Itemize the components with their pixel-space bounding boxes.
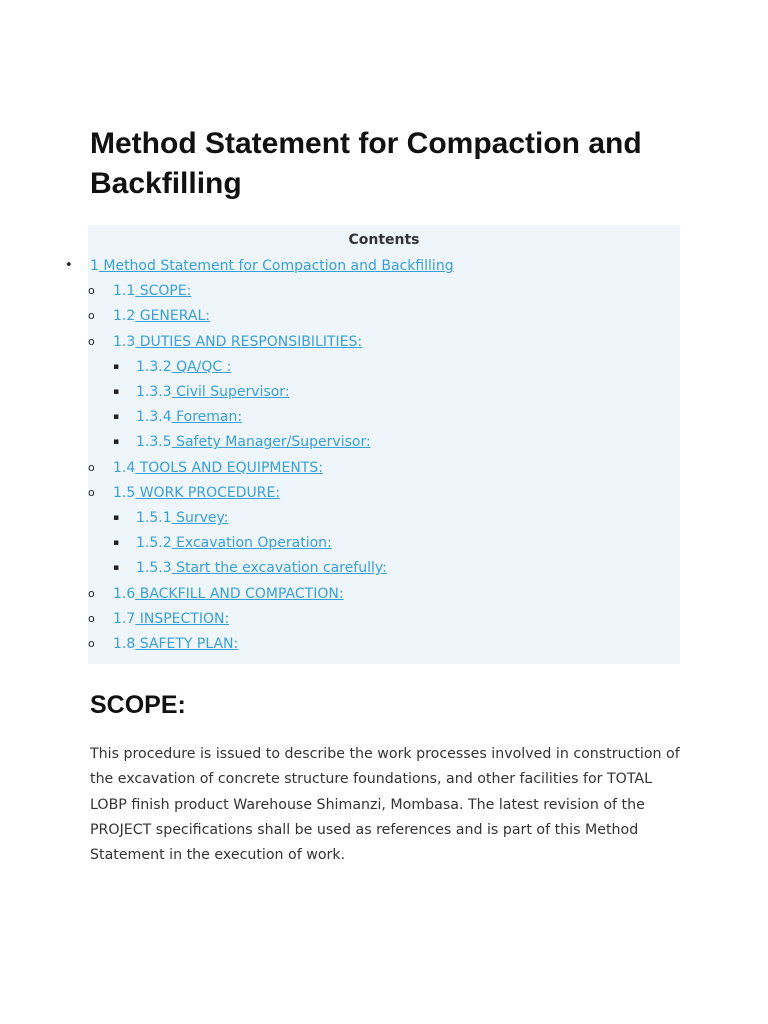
bullet-square-icon: ▪ [113,361,120,372]
toc-link[interactable] [136,535,332,551]
toc-heading: Contents [348,232,420,248]
toc-link-label: DUTIES AND RESPONSIBILITIES: [135,333,363,350]
bullet-circle-icon: o [88,586,95,600]
toc-link-number: 1.3 [113,333,136,350]
toc-link[interactable] [136,510,228,526]
toc-item [113,558,387,578]
toc-link-number: 1.5.1 [136,510,172,526]
scope-heading: SCOPE: [90,691,186,719]
toc-link-number: 1.6 [113,585,136,602]
toc-link-number: 1.2 [113,308,136,325]
toc-link-number: 1.4 [113,459,136,476]
toc-link[interactable] [113,334,362,350]
toc-item [113,407,243,427]
toc-item [88,483,281,503]
bullet-circle-icon: o [88,611,95,625]
toc-link-number: 1.1 [113,283,136,300]
toc-link-label: Safety Manager/Supervisor: [171,434,371,451]
toc-link-number: 1.3.3 [136,384,172,400]
toc-link-label: QA/QC : [171,358,232,375]
toc-link-label: GENERAL: [135,308,210,325]
toc-link-number: 1.5.2 [136,535,172,552]
bullet-square-icon: ▪ [113,538,120,549]
bullet-square-icon: ▪ [113,437,120,448]
toc-link-label: WORK PROCEDURE: [135,484,281,501]
toc-link-label: Excavation Operation: [171,535,332,552]
toc-link-number: 1.3.2 [136,358,172,375]
bullet-circle-icon: o [88,460,95,474]
toc-link-label: Survey: [171,510,229,526]
toc-link[interactable] [90,258,454,274]
toc-link-label: SAFETY PLAN: [135,636,239,652]
toc-link-number: 1.8 [113,636,136,652]
bullet-square-icon: ▪ [113,513,120,523]
bullet-square-icon: ▪ [113,387,120,397]
toc-link-number: 1.3.4 [136,409,172,426]
toc-link-number: 1.7 [113,610,136,627]
toc-item [113,357,232,377]
toc-link-label: TOOLS AND EQUIPMENTS: [135,459,323,476]
toc-link[interactable] [113,308,210,324]
bullet-disc-icon: • [65,258,73,273]
toc-item [88,609,230,629]
toc-item [88,306,210,326]
bullet-circle-icon: o [88,284,95,298]
toc-link-label: Start the excavation carefully: [171,560,387,577]
toc-link-label: Foreman: [171,409,243,426]
toc-item [113,533,332,553]
toc-item [88,332,363,352]
page-title: Method Statement for Compaction and Backfilling [90,127,642,200]
bullet-circle-icon: o [88,637,95,650]
scope-paragraph: This procedure is issued to describe the work processes involved in construction of the excavation of concrete structure foundations, and other facilities for TOTAL LOBP finish product Warehouse Shimanzi, Mombasa. The latest revision of the PROJECT specifications shall be used as references and is part of this Method Statement in the execution of work. [90,746,680,864]
bullet-circle-icon: o [88,334,95,348]
toc-link[interactable] [136,384,290,400]
toc-link[interactable] [136,359,231,375]
toc-link[interactable] [113,636,238,652]
toc-item [88,458,323,478]
toc-link-number: 1 [90,258,99,274]
bullet-circle-icon: o [88,485,95,499]
toc-link[interactable] [113,485,280,501]
toc-link-number: 1.3.5 [136,434,172,451]
toc-link[interactable] [113,460,323,476]
toc-item [65,256,454,276]
bullet-circle-icon: o [88,309,95,323]
toc-item [88,281,192,301]
toc-link-label: Civil Supervisor: [171,384,290,400]
toc-item [88,634,239,654]
toc-link-label: INSPECTION: [135,610,230,627]
toc-link[interactable] [113,283,191,299]
bullet-square-icon: ▪ [113,563,120,574]
toc-link-number: 1.5 [113,484,136,501]
toc-link-label: Method Statement for Compaction and Backfilling [98,258,454,274]
toc-item [113,382,290,402]
toc-link[interactable] [136,434,371,450]
toc-item [88,584,344,604]
toc-link-label: SCOPE: [135,283,192,300]
toc-link-label: BACKFILL AND COMPACTION: [135,585,344,602]
toc-link[interactable] [113,611,229,627]
toc-link-number: 1.5.3 [136,560,172,577]
toc-link[interactable] [113,586,344,602]
toc-link[interactable] [136,409,242,425]
toc-item [113,432,371,452]
table-of-contents [65,225,680,664]
toc-item [113,508,229,528]
toc-link[interactable] [136,560,387,576]
bullet-square-icon: ▪ [113,412,120,423]
